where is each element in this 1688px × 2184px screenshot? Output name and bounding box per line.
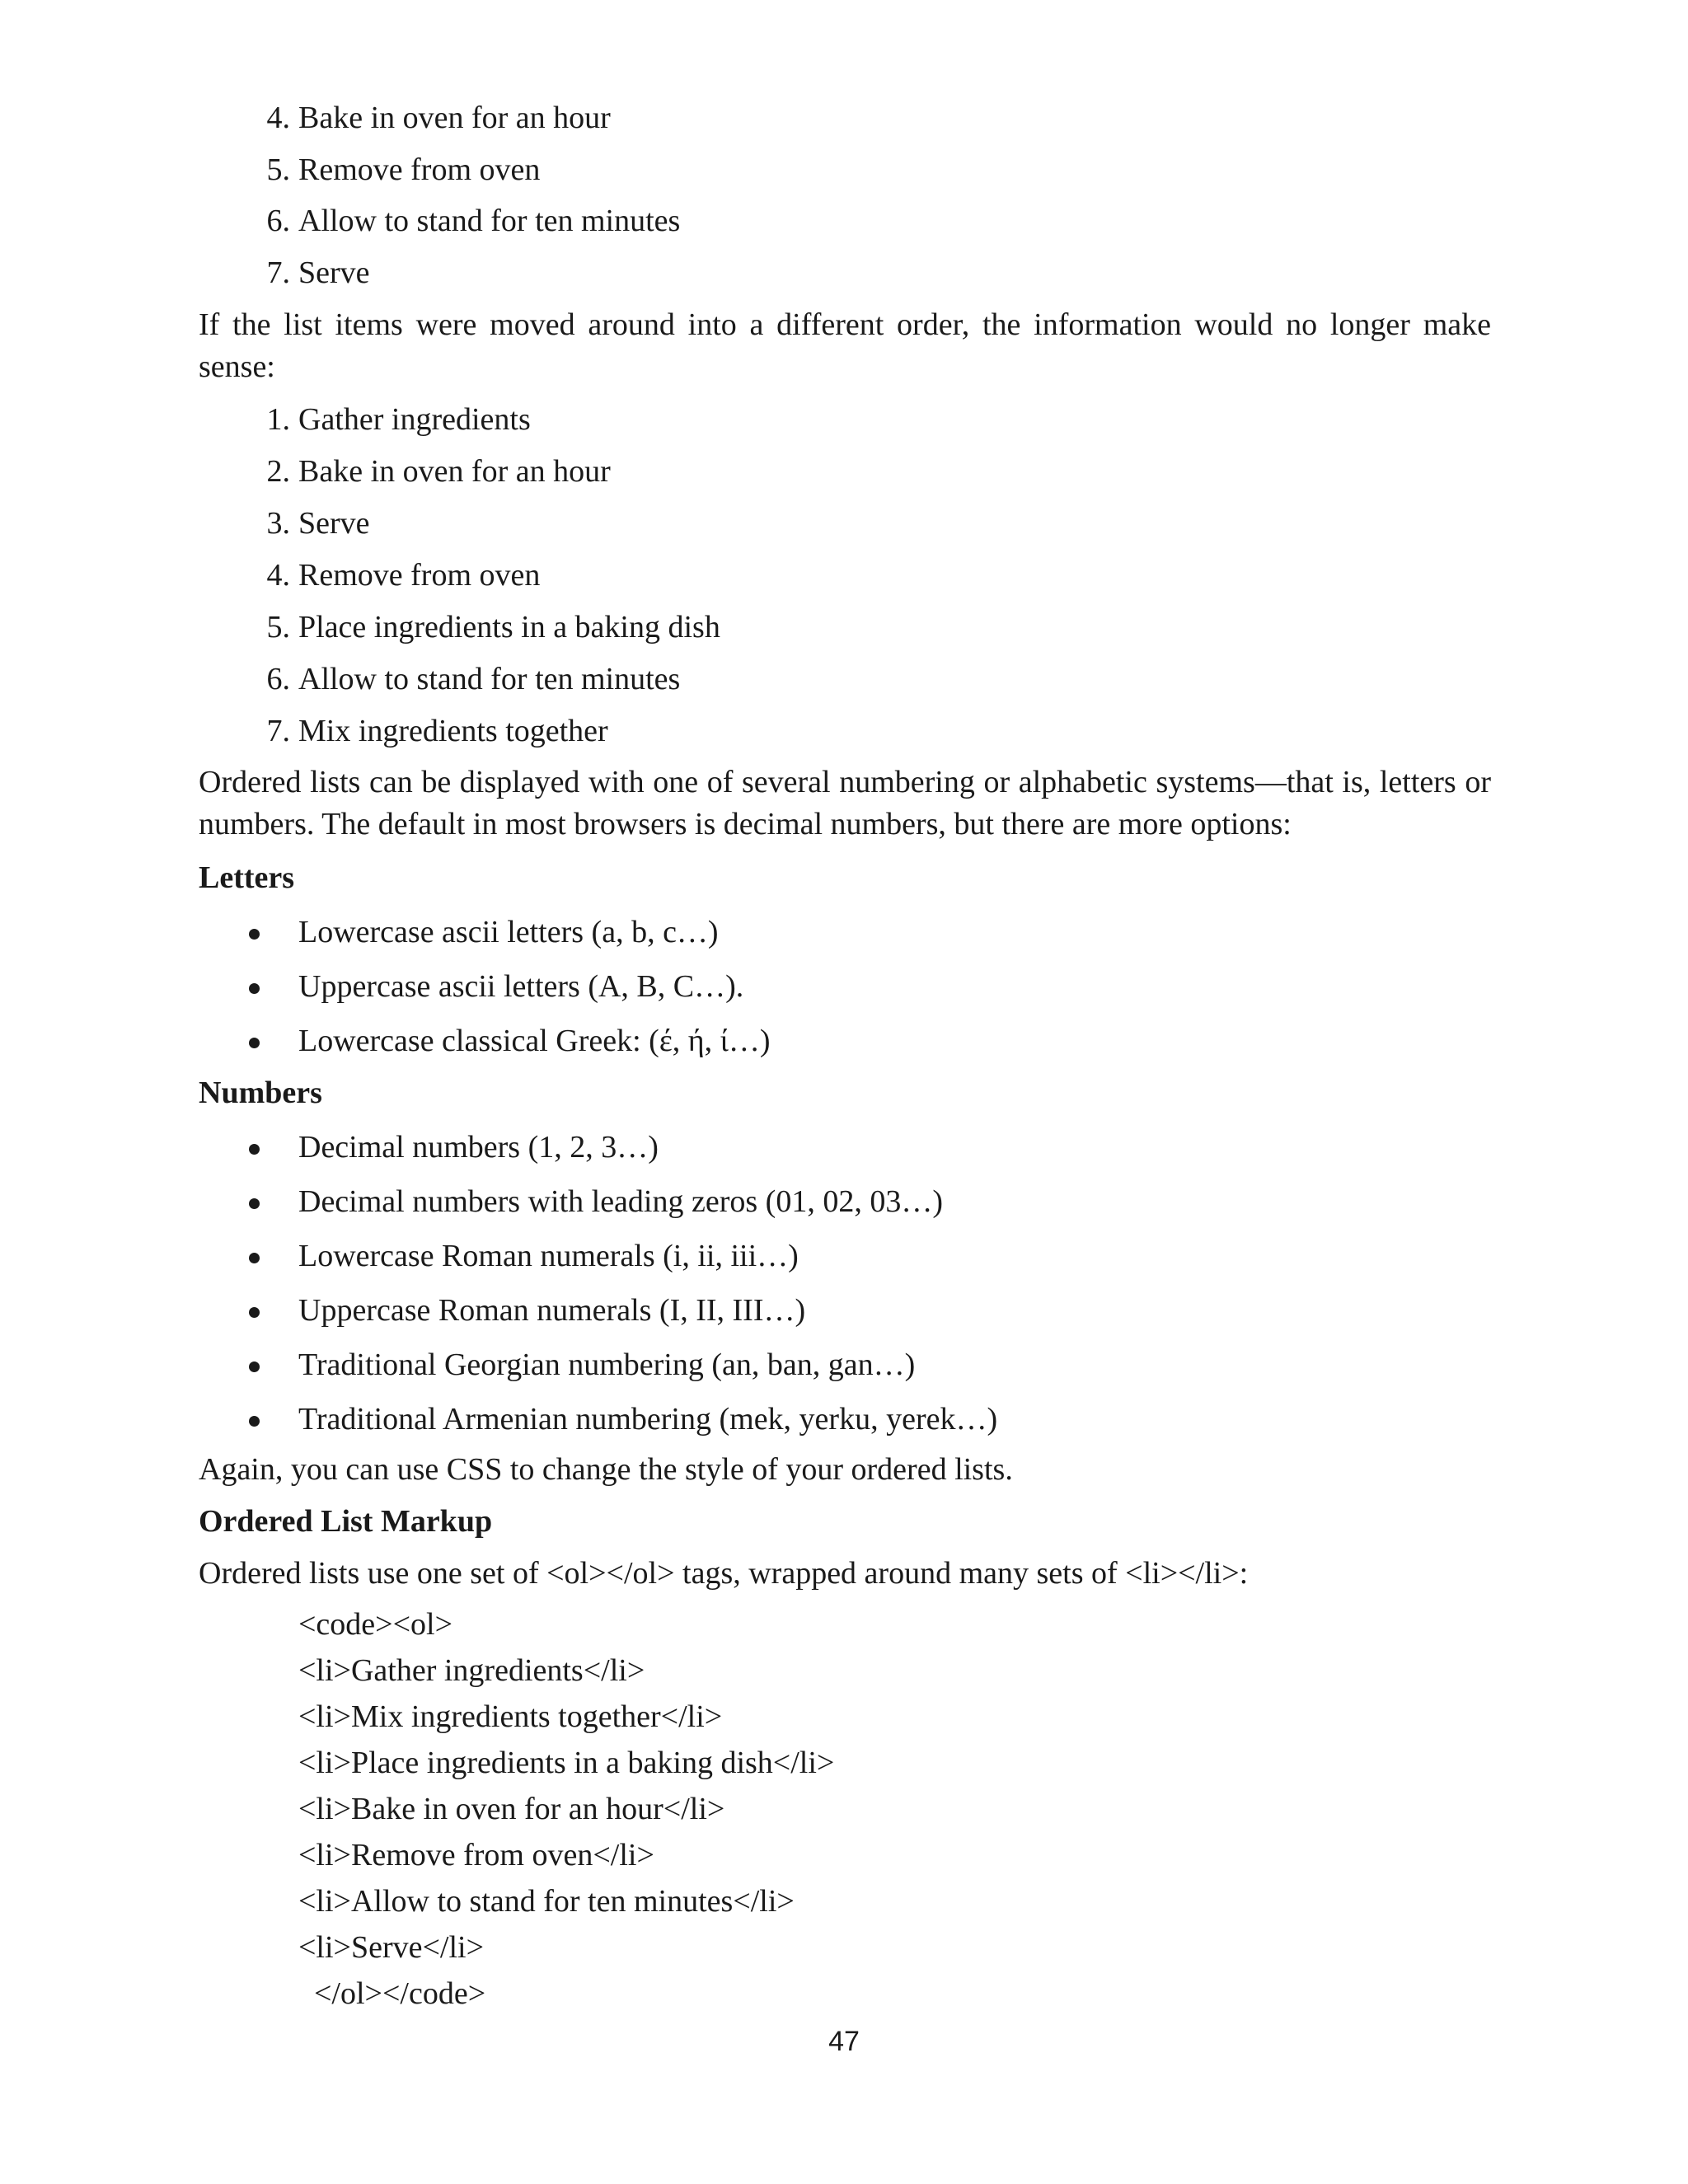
code-line: <li>Remove from oven</li> xyxy=(298,1838,654,1872)
bullet-text: Decimal numbers (1, 2, 3…) xyxy=(298,1130,659,1165)
list-number: 2. xyxy=(266,454,290,489)
bullet-icon xyxy=(249,929,260,940)
list-number: 6. xyxy=(266,204,290,238)
bullet-text: Lowercase ascii letters (a, b, c…) xyxy=(298,915,719,949)
heading-ordered-list-markup: Ordered List Markup xyxy=(199,1504,493,1539)
list-number: 1. xyxy=(266,402,290,437)
list-number: 5. xyxy=(266,152,290,187)
bullet-text: Lowercase Roman numerals (i, ii, iii…) xyxy=(298,1239,799,1273)
list-text: Serve xyxy=(298,506,370,541)
page-number: 47 xyxy=(828,2026,860,2057)
bullet-icon xyxy=(249,983,260,994)
bullet-text: Uppercase Roman numerals (I, II, III…) xyxy=(298,1293,806,1328)
list-number: 4. xyxy=(266,101,290,135)
bullet-text: Uppercase ascii letters (A, B, C…). xyxy=(298,969,744,1004)
code-line: <li>Place ingredients in a baking dish</li> xyxy=(298,1746,835,1780)
list-text: Remove from oven xyxy=(298,558,541,593)
list-number: 3. xyxy=(266,506,290,541)
bullet-text: Traditional Georgian numbering (an, ban, gan…) xyxy=(298,1347,916,1382)
bullet-icon xyxy=(249,1038,260,1048)
list-text: Serve xyxy=(298,255,370,290)
code-line: </ol></code> xyxy=(298,1976,486,2011)
code-line: <li>Mix ingredients together</li> xyxy=(298,1699,723,1734)
code-line: <li>Serve</li> xyxy=(298,1930,485,1965)
list-text: Gather ingredients xyxy=(298,402,531,437)
paragraph-markup: Ordered lists use one set of <ol></ol> tags, wrapped around many sets of <li></li>: xyxy=(199,1556,1249,1591)
code-line: <li>Bake in oven for an hour</li> xyxy=(298,1792,725,1826)
bullet-text: Lowercase classical Greek: (έ, ή, ί…) xyxy=(298,1024,771,1058)
bullet-icon xyxy=(249,1416,260,1427)
list-text: Allow to stand for ten minutes xyxy=(298,204,681,238)
bullet-icon xyxy=(249,1144,260,1155)
list-number: 4. xyxy=(266,558,290,593)
paragraph-css: Again, you can use CSS to change the style of your ordered lists. xyxy=(199,1452,1013,1487)
list-number: 5. xyxy=(266,610,290,644)
bullet-text: Traditional Armenian numbering (mek, yerku, yerek…) xyxy=(298,1402,998,1436)
list-text: Mix ingredients together xyxy=(298,714,608,748)
code-line: <li>Gather ingredients</li> xyxy=(298,1653,645,1688)
heading-numbers: Numbers xyxy=(199,1076,322,1110)
list-number: 7. xyxy=(266,255,290,290)
bullet-icon xyxy=(249,1307,260,1318)
paragraph-numbering-systems: Ordered lists can be displayed with one of several numbering or alphabetic systems—that is, letters or numbers. The default in most browsers is decimal numbers, but there are more options: xyxy=(199,765,1491,842)
list-text: Bake in oven for an hour xyxy=(298,454,611,489)
list-text: Remove from oven xyxy=(298,152,541,187)
list-text: Place ingredients in a baking dish xyxy=(298,610,720,644)
code-line: <code><ol> xyxy=(298,1607,453,1642)
list-text: Bake in oven for an hour xyxy=(298,101,611,135)
code-line: <li>Allow to stand for ten minutes</li> xyxy=(298,1884,795,1919)
bullet-icon xyxy=(249,1361,260,1372)
bullet-text: Decimal numbers with leading zeros (01, 02, 03…) xyxy=(298,1184,943,1219)
bullet-icon xyxy=(249,1253,260,1263)
heading-letters: Letters xyxy=(199,860,295,895)
bullet-icon xyxy=(249,1198,260,1209)
list-number: 7. xyxy=(266,714,290,748)
list-text: Allow to stand for ten minutes xyxy=(298,662,681,696)
list-number: 6. xyxy=(266,662,290,696)
paragraph-reorder: If the list items were moved around into a different order, the information would no longer make sense: xyxy=(199,307,1491,385)
